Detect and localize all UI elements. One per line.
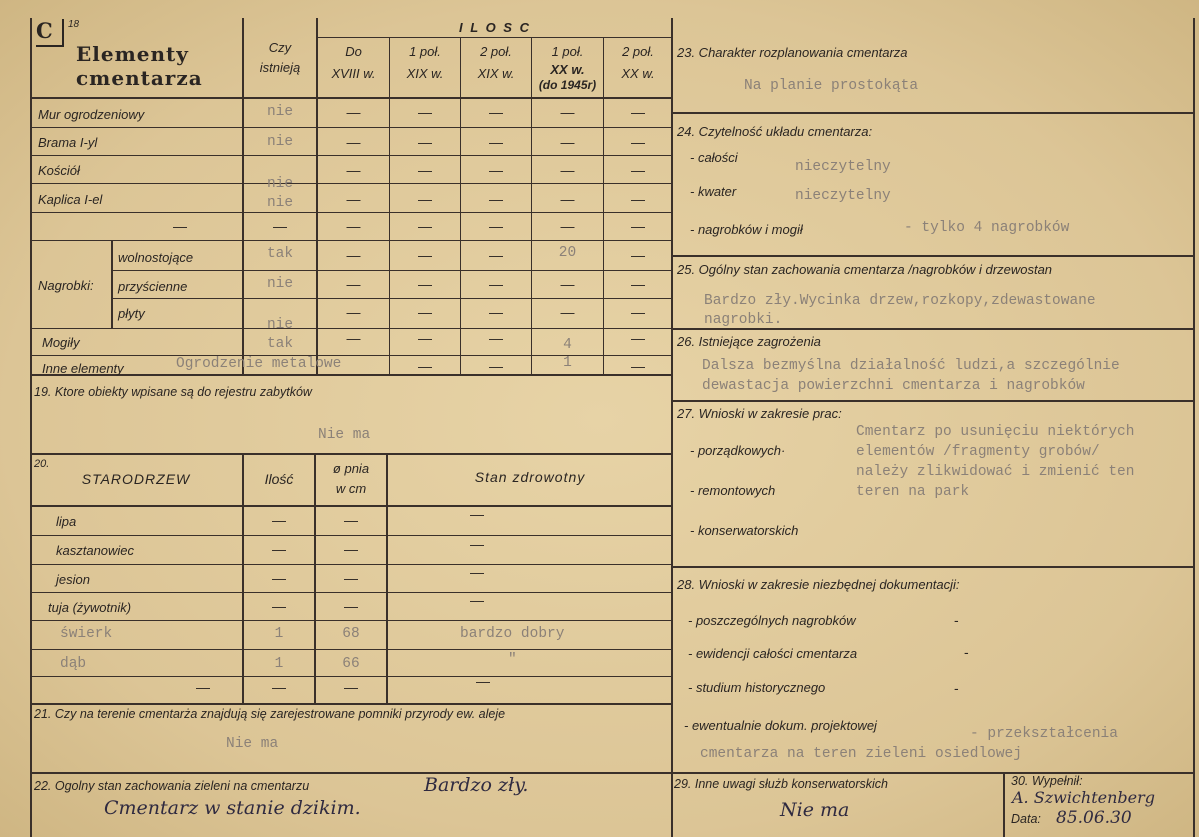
cell-dash: — [418,304,432,320]
period-3-l1: 2 poł. [480,44,512,59]
s23-value: Na planie prostokąta [744,78,919,94]
grid-line [1003,772,1005,837]
grid-line [30,703,672,705]
label-inne: Inne elementy [42,361,124,376]
s27-kons: - konserwatorskich [690,523,799,538]
cell-dash: — [489,330,503,346]
grid-line [30,328,672,329]
tree-diam: — [344,679,358,695]
cell-dash: — [346,276,361,292]
label-kaplica: Kaplica I-el [38,192,103,207]
value-kaplica: nie [266,195,294,211]
s27-text-3: należy zlikwidować i zmienić ten [856,464,1135,480]
label-wolno: wolnostojące [118,250,194,265]
tree-health: — [470,564,484,580]
cell-wolno-c4: 20 [558,245,577,261]
cell-dash: — [631,276,645,292]
s19-value: Nie ma [318,427,371,443]
s20-number: 20. [34,458,50,470]
s21-value: Nie ma [226,736,279,752]
label-blank: — [173,218,187,234]
grid-line [111,241,113,329]
tree-diam: — [344,598,358,614]
s28-a-value: - [954,612,959,628]
s28-a: - poszczególnych nagrobków [688,613,856,628]
s25-line2: nagrobki. [704,312,783,328]
cell-dash: — [346,134,361,150]
cell-dash: — [560,104,575,120]
s30-date: 85.06.30 [1056,808,1132,828]
grid-line [30,155,672,156]
s22-handwritten-1: Bardzo zły. [424,774,529,796]
s29-label: 29. Inne uwagi służb konserwatorskich [674,777,889,791]
s26-label: 26. Istniejące zagrożenia [677,334,821,349]
s24-calosci: - całości [690,150,738,165]
cell-dash: — [631,104,645,120]
s24-kwater: - kwater [690,184,737,199]
cell-dash: — [418,358,432,374]
s24-nagrobkow-value: - tylko 4 nagrobków [904,220,1070,236]
grid-line [30,127,672,128]
s30-date-label: Data: [1011,812,1041,826]
period-2-l2: XIX w. [406,66,444,81]
grid-line [1193,18,1195,837]
cell-dash: — [346,247,361,263]
s28-c-value: - [954,680,959,696]
grid-line [671,112,1195,114]
cell-dash: — [631,358,645,374]
cell-dash: — [631,191,645,207]
cell-dash: — [560,134,575,150]
s28-b-value: - [964,644,969,660]
s26-line2: dewastacja powierzchni cmentarza i nagrobków [702,378,1085,394]
s27-rem: - remontowych [690,483,776,498]
cell-dash: — [489,304,503,320]
s24-label: 24. Czytelność układu cmentarza: [677,124,873,139]
s27-porz: - porządkowych· [690,443,786,458]
tree-name: lipa [56,514,77,529]
s22-handwritten-2: Cmentarz w stanie dzikim. [104,797,361,819]
cell-dash: — [346,104,361,120]
grid-line [671,566,1195,568]
period-5-l1: 2 poł. [622,44,654,59]
tree-health: — [470,536,484,552]
s28-d: - ewentualnie dokum. projektowej [684,718,877,733]
s25-line1: Bardzo zły.Wycinka drzew,rozkopy,zdewastowane [704,293,1096,309]
col-exists-l1: Czy [268,40,292,55]
grid-line [671,328,1195,330]
s19-label: 19. Ktore obiekty wpisane są do rejestru zabytków [34,385,312,399]
period-4-l1: 1 poł. [551,44,584,59]
cell-dash: — [346,162,361,178]
cell-dash: — [489,247,503,263]
label-mur: Mur ogrodzeniowy [38,107,145,122]
s20-h-tree: STARODRZEW [81,471,191,487]
col-exists-l2: istnieją [259,60,301,75]
cell-dash: — [560,162,575,178]
period-2-l1: 1 poł. [409,44,441,59]
s30-label: 30. Wypełnił: [1011,774,1083,788]
tree-qty: — [272,541,286,557]
cell-dash: — [560,191,575,207]
value-wolno: tak [266,246,294,262]
period-1-l2: XVIII w. [331,66,376,81]
grid-line [30,212,672,213]
period-5-l2: XX w. [621,66,655,81]
s26-line1: Dalsza bezmyślna działalność ludzi,a szczególnie [702,358,1120,374]
s25-label: 25. Ogólny stan zachowania cmentarza /nagrobków i drzewostan [677,262,1053,277]
tree-name: tuja (żywotnik) [48,600,132,615]
grid-line [111,298,672,299]
s28-c: - studium historycznego [688,680,826,695]
cell-dash: — [631,134,645,150]
section-letter: C [36,19,64,47]
cell-dash: — [631,247,645,263]
grid-line [30,564,672,565]
s24-kwater-value: nieczytelny [795,188,891,204]
tree-health: — [470,592,484,608]
grid-line [30,505,672,507]
tree-health: — [476,673,490,689]
tree-name: świerk [60,626,113,642]
tree-qty: 1 [274,656,284,672]
grid-line [30,374,32,837]
cell-dash: — [489,104,503,120]
value-kosciol: nie [266,176,294,192]
label-mogily: Mogiły [42,335,80,350]
period-4-l3: (do 1945r) [538,78,597,92]
cell-dash: — [489,162,503,178]
cell-dash: — [346,218,361,234]
s20-h-qty: Ilość [264,471,294,487]
s24-nagrobkow: - nagrobków i mogił [690,222,803,237]
cell-dash: — [489,276,503,292]
grid-line [30,18,32,374]
cell-mogily-c4: 4 [563,337,572,353]
grid-line [30,592,672,593]
tree-name: — [196,679,210,695]
cell-dash: — [560,304,575,320]
grid-line [30,240,672,241]
value-przysc: nie [266,276,294,292]
cell-dash: — [346,330,361,346]
tree-diam: — [344,541,358,557]
grid-line [671,255,1195,257]
s24-calosci-value: nieczytelny [795,159,891,175]
s27-label: 27. Wnioski w zakresie prac: [677,406,842,421]
cell-dash: — [489,134,503,150]
grid-line [316,37,672,38]
label-przysc: przyścienne [118,279,188,294]
s28-label: 28. Wnioski w zakresie niezbędnej dokumentacji: [677,577,960,592]
grid-line [671,400,1195,402]
cell-dash: — [489,191,503,207]
s20-h-diam-l1: ø pnia [332,461,370,476]
cell-dash: — [631,330,645,346]
s29-handwritten: Nie ma [780,799,850,821]
grid-line [30,374,672,376]
label-plyty: płyty [118,306,145,321]
s22-label: 22. Ogolny stan zachowania zieleni na cmentarzu [34,779,310,793]
cell-dash: — [631,218,645,234]
cell-dash: — [418,134,432,150]
title-line2: cmentarza [76,66,203,90]
s28-b: - ewidencji całości cmentarza [688,646,858,661]
tree-health: bardzo dobry [460,626,565,642]
value-mogily: tak [266,336,294,352]
cell-dash: — [346,304,361,320]
label-brama: Brama I-yl [38,135,98,150]
cell-dash: — [418,104,432,120]
grid-line [30,535,672,536]
cell-dash: — [489,358,503,374]
s28-d-value-1: - przekształcenia [970,726,1118,742]
title-line1: Elementy [76,42,189,66]
value-mur: nie [266,104,294,120]
value-plyty: nie [266,317,294,333]
tree-name: jesion [56,572,90,587]
grid-line [30,620,672,621]
cell-inne-c4: 1 [563,355,572,371]
s20-h-health: Stan zdrowotny [474,469,586,485]
grid-line [30,183,672,184]
period-4-l2: XX w. [550,62,585,77]
tree-health: — [470,506,484,522]
cell-dash: — [489,218,503,234]
section-number: 18 [68,19,80,30]
s30-signature: A. Szwichtenberg [1012,788,1155,807]
tree-diam: 68 [342,626,360,642]
tree-qty: — [272,512,286,528]
cell-dash: — [560,218,575,234]
s27-text-1: Cmentarz po usunięciu niektórych [856,424,1135,440]
ilosc-header: I L O S C [459,20,531,35]
label-kosciol: Kościół [38,163,80,178]
grid-line [386,453,388,703]
cell-dash: — [418,276,432,292]
tree-qty: — [272,598,286,614]
s23-label: 23. Charakter rozplanowania cmentarza [677,45,908,60]
cell-dash: — [631,304,645,320]
grid-line [30,453,672,455]
tree-name: kasztanowiec [56,543,135,558]
tree-qty: — [272,570,286,586]
period-3-l2: XIX w. [477,66,515,81]
s20-h-diam-l2: w cm [335,481,367,496]
grid-line [30,97,672,99]
tree-diam: — [344,570,358,586]
cell-dash: — [418,330,432,346]
grid-line [30,649,672,650]
tree-name: dąb [60,656,87,672]
tree-diam: — [344,512,358,528]
value-brama: nie [266,134,294,150]
tree-qty: 1 [274,626,284,642]
cell-dash: — [418,191,432,207]
cell-dash: — [418,218,432,234]
s27-text-2: elementów /fragmenty grobów/ [856,444,1100,460]
s27-text-4: teren na park [856,484,970,500]
grid-line [111,270,672,271]
value-blank: — [273,218,287,234]
cell-dash: — [346,191,361,207]
s21-label: 21. Czy na terenie cmentarża znajdują się zarejestrowane pomniki przyrody ew. aleje [34,707,506,721]
cell-dash: — [631,162,645,178]
tree-health: " [508,652,517,668]
value-inne: Ogrodzenie metalowe [176,356,342,372]
grid-line [30,676,672,677]
tree-qty: — [272,679,286,695]
period-1-l1: Do [345,44,362,59]
s28-d-value-2: cmentarza na teren zieleni osiedlowej [700,746,1022,762]
cell-dash: — [560,276,575,292]
label-nagrobki: Nagrobki: [38,278,94,293]
tree-diam: 66 [342,656,360,672]
cell-dash: — [418,247,432,263]
cell-dash: — [418,162,432,178]
